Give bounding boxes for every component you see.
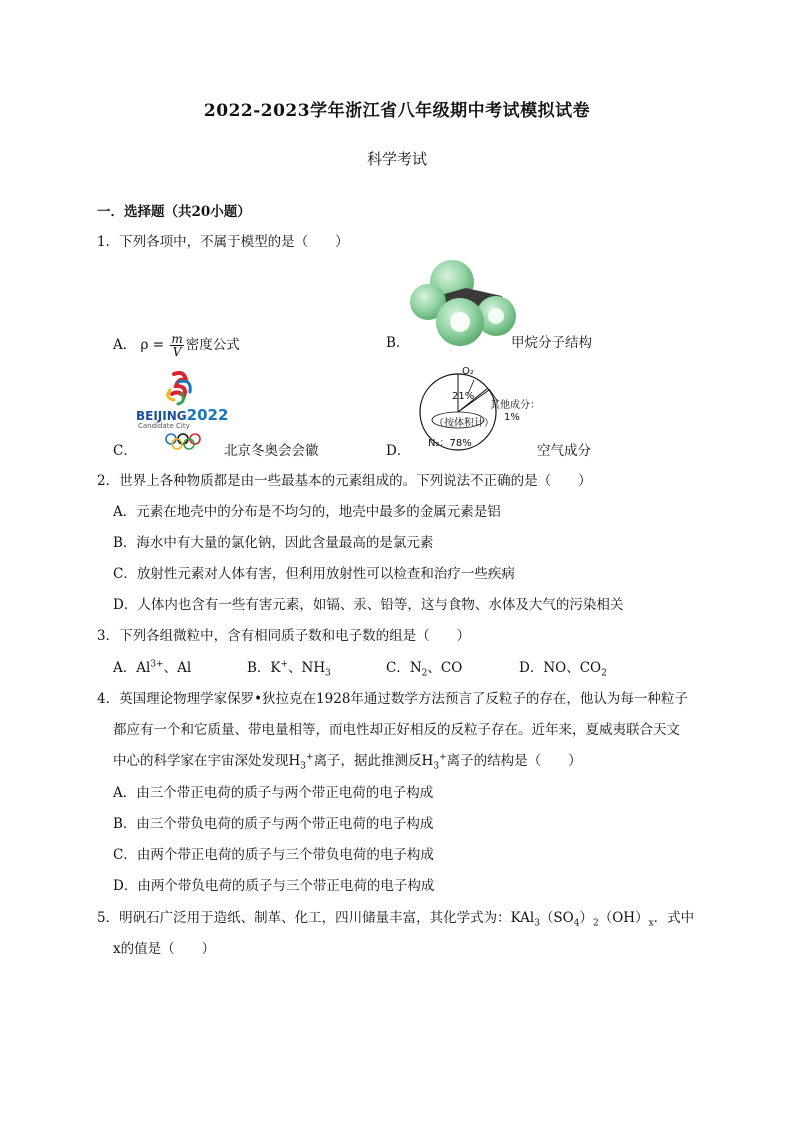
fraction-denominator: V (172, 345, 182, 359)
q4-sup-1: + (306, 752, 314, 763)
q2-stem: 2．世界上各种物质都是由一些最基本的元素组成的。下列说法不正确的是（ ） (97, 473, 592, 489)
q5-line-2: x的值是（ ） (113, 941, 216, 957)
q1-option-c-label: C． (113, 443, 137, 459)
exam-subtitle: 科学考试 (366, 150, 427, 168)
q3-b-part1: B．K (247, 660, 281, 676)
q4-line-3-c: 离子的结构是（ ） (446, 753, 582, 769)
beijing-bid-logo (134, 368, 228, 452)
logo-wordmark: BEIJING (136, 409, 187, 423)
q5-mid-1: （SO (539, 910, 574, 926)
q3-b-part2: 、NH (288, 660, 326, 676)
q3-c-sub: 2 (421, 668, 428, 679)
pie-label-n2: N₂：78% (428, 438, 472, 449)
q5-sub-4: x (648, 918, 654, 929)
q3-option-d (519, 658, 607, 678)
q4-sub-2: 3 (433, 761, 440, 772)
q4-sub-1: 3 (300, 761, 307, 772)
q3-a-charge: 3+ (150, 659, 164, 670)
q4-option-a: A．由三个带正电荷的质子与两个带正电荷的电子构成 (113, 785, 434, 801)
q3-option-b (247, 658, 331, 678)
q4-line-2: 都应有一个和它质量、带电量相等，而电性却正好相反的反粒子存在。近年来，夏威夷联合天文 (113, 722, 680, 738)
logo-year: 2022 (186, 406, 229, 424)
q5-mid-2: ） (579, 910, 593, 926)
fraction-numerator: m (171, 332, 183, 346)
q3-d-part1: D．NO、CO (519, 660, 602, 676)
q3-option-c (386, 658, 462, 678)
q5-line-1 (97, 908, 694, 928)
methane-model-image (408, 258, 518, 348)
q3-stem: 3．下列各组微粒中，含有相同质子数和电子数的组是（ ） (97, 628, 471, 644)
q1-stem: 1．下列各项中，不属于模型的是（ ） (97, 234, 349, 250)
q5-line-1-end: ．式中 (653, 910, 695, 926)
q5-sub-1: 3 (534, 918, 540, 929)
q3-option-a (113, 658, 191, 678)
section-heading: 一．选择题（共20小题） (97, 204, 251, 220)
density-fraction (170, 333, 183, 358)
q1-option-d-label: D． (386, 443, 411, 459)
q4-sup-2: + (439, 752, 447, 763)
pie-label-o2: O₂ (462, 366, 474, 377)
q1-option-c-text: 北京冬奥会会徽 (224, 443, 319, 459)
q1-option-a-label: A． (113, 337, 137, 353)
q1-option-a (113, 333, 240, 358)
q3-b-charge: + (280, 659, 289, 670)
q3-a-part1: A．Al (113, 660, 151, 676)
q1-option-a-text: 密度公式 (185, 337, 240, 353)
methane-molecule-icon (408, 258, 518, 348)
pie-label-other: 其他成分： (490, 400, 540, 411)
air-composition-pie (412, 364, 552, 454)
q5-mid-3: （OH） (598, 910, 649, 926)
q2-option-d: D．人体内也含有一些有害元素，如镉、汞、铅等，这与食物、水体及大气的污染相关 (113, 597, 624, 613)
pie-label-basis: （按体积计） (434, 418, 494, 429)
q3-b-sub: 3 (325, 668, 331, 679)
logo-subtext: Candidate City (138, 422, 190, 430)
q5-sub-3: 2 (593, 918, 599, 929)
q3-c-part2: 、CO (427, 660, 463, 676)
q4-line-3 (113, 751, 582, 771)
q3-c-part1: C．N (386, 660, 422, 676)
q5-line-1-a: 5．明矾石广泛用于造纸、制革、化工，四川储量丰富，其化学式为：KAl (97, 910, 535, 926)
q4-option-d: D．由两个带负电荷的质子与三个带正电荷的电子构成 (113, 878, 435, 894)
q1-option-d-text: 空气成分 (537, 443, 591, 459)
q4-line-3-b: 离子，据此推测反H (313, 753, 434, 769)
q1-option-b-text: 甲烷分子结构 (511, 335, 592, 351)
q1-option-a-rho: ρ = (140, 337, 165, 353)
q5-sub-2: 4 (573, 918, 580, 929)
q3-d-sub: 2 (601, 668, 607, 679)
q2-option-a: A．元素在地壳中的分布是不均匀的，地壳中最多的金属元素是铝 (113, 504, 501, 520)
q3-a-part2: 、Al (163, 660, 192, 676)
q2-option-c: C．放射性元素对人体有害，但利用放射性可以检查和治疗一些疾病 (113, 566, 515, 582)
q2-option-b: B．海水中有大量的氯化钠，因此含量最高的是氯元素 (113, 535, 434, 551)
q4-line-1: 4．英国理论物理学家保罗•狄拉克在1928年通过数学方法预言了反粒子的存在，他认为每一种粒子 (97, 691, 688, 707)
q4-option-b: B．由三个带负电荷的质子与两个带正电荷的电子构成 (113, 816, 434, 832)
pie-label-o2-pct: 21% (452, 391, 475, 402)
q4-option-c: C．由两个带正电荷的质子与三个带负电荷的电子构成 (113, 847, 434, 863)
pie-label-other-pct: 1% (504, 412, 520, 423)
q1-option-b-label: B． (386, 335, 410, 351)
exam-title: 2022-2023学年浙江省八年级期中考试模拟试卷 (203, 101, 591, 121)
q4-line-3-a: 中心的科学家在宇宙深处发现H (113, 753, 301, 769)
